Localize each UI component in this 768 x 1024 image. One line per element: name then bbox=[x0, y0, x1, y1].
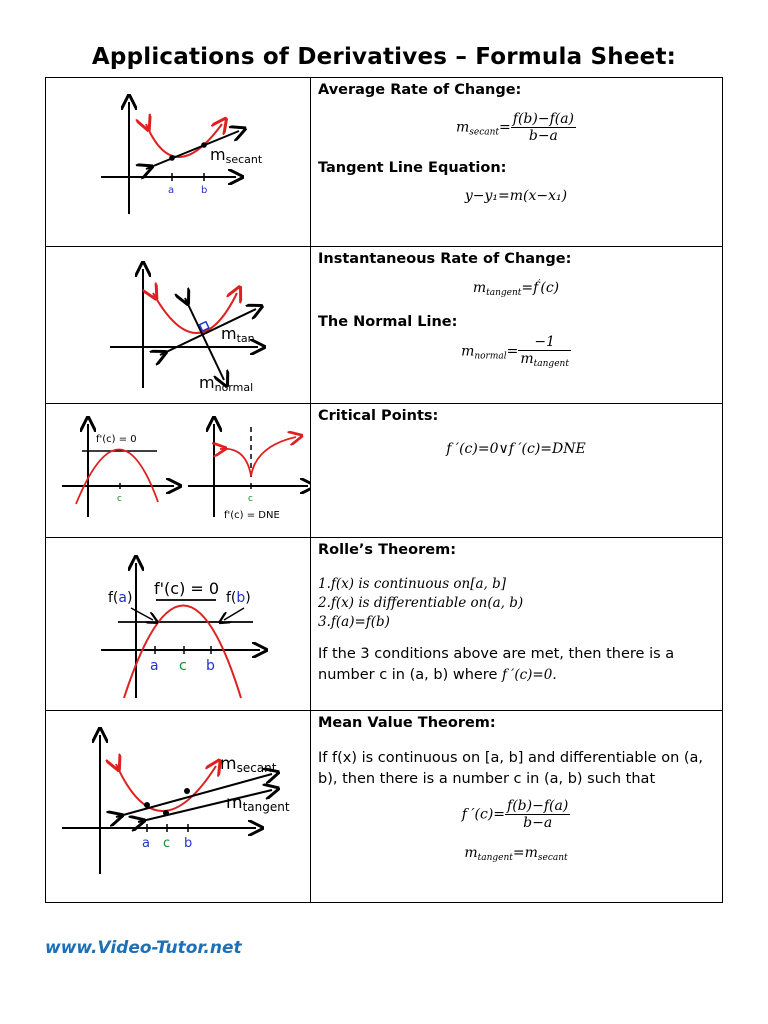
point-a bbox=[169, 155, 175, 161]
point-b bbox=[184, 788, 190, 794]
tick-c-label: c bbox=[179, 658, 187, 674]
tick-b-label: b bbox=[206, 658, 215, 674]
fb-pointer bbox=[224, 608, 244, 620]
figure-rolle-cell bbox=[46, 538, 311, 711]
tick-b-label: b bbox=[201, 185, 208, 196]
curve bbox=[124, 606, 241, 699]
label-fc-zero: f'(c) = 0 bbox=[154, 579, 220, 598]
row-instantaneous-rate bbox=[46, 247, 723, 404]
row-mean-value-theorem bbox=[46, 711, 723, 903]
row-critical-points bbox=[46, 404, 723, 538]
figure-normal-cell bbox=[46, 247, 311, 404]
heading-tangent-line: Tangent Line Equation: bbox=[318, 160, 507, 176]
figure-critical-cell bbox=[46, 404, 311, 538]
tangent-slope-formula: $m_{tangent}=f'(c)$ bbox=[472, 279, 560, 298]
m-normal-label: mnormal bbox=[199, 373, 254, 394]
mvt-slope-equality: $m_{tangent}=m_{secant}$ bbox=[464, 845, 568, 863]
heading-normal-line: The Normal Line: bbox=[318, 314, 458, 330]
point-c bbox=[163, 810, 169, 816]
figure-mvt-cell bbox=[46, 711, 311, 903]
point-a bbox=[144, 802, 150, 808]
page-title: Applications of Derivatives – Formula Sheet: bbox=[91, 44, 677, 70]
m-secant-label: msecant bbox=[220, 754, 277, 775]
normal-slope-formula: $m_{normal}=$ $\frac{-1}{m_{tangent}}$ bbox=[461, 334, 569, 369]
fa-pointer bbox=[131, 608, 153, 620]
heading-mean-value-theorem: Mean Value Theorem: bbox=[318, 715, 496, 731]
figure-secant-cell bbox=[46, 78, 311, 247]
label-fc-zero: f'(c) = 0 bbox=[96, 434, 137, 445]
heading-instantaneous-rate: Instantaneous Rate of Change: bbox=[318, 251, 572, 267]
mvt-text-cell bbox=[311, 711, 723, 903]
formula-table bbox=[45, 77, 723, 903]
rolle-condition-3: 3.f(a)=f(b) bbox=[318, 614, 390, 630]
tangent-line-formula: y−y₁=m(x−x₁) bbox=[464, 188, 568, 204]
m-tan-label: mtan bbox=[221, 324, 255, 345]
tick-a-label: a bbox=[142, 836, 150, 851]
row-rolles-theorem bbox=[46, 538, 723, 711]
m-secant-label: msecant bbox=[210, 145, 263, 166]
heading-rolles-theorem: Rolle’s Theorem: bbox=[318, 542, 456, 558]
mvt-formula: f ′(c)= $\frac{f(b)-f(a)}{b-a}$ bbox=[461, 798, 569, 831]
critical-figure bbox=[46, 404, 310, 533]
secant-slope-formula: $m_{secant}=$ $\frac{f(b)-f(a)}{b-a}$ bbox=[455, 111, 575, 144]
mvt-statement: If f(x) is continuous on [a, b] and differentiable on (a, b), then there is a number c in (a, b) such that bbox=[318, 750, 704, 787]
instantaneous-rate-text-cell bbox=[311, 247, 723, 404]
tick-a-label: a bbox=[150, 658, 159, 674]
critical-points-text-cell bbox=[311, 404, 723, 538]
rolle-condition-2: 2.f(x) is differentiable on(a, b) bbox=[318, 595, 524, 611]
tick-c-label-right: c bbox=[248, 494, 253, 504]
tick-c-label: c bbox=[163, 836, 171, 851]
label-fc-dne: f'(c) = DNE bbox=[224, 510, 280, 521]
heading-average-rate: Average Rate of Change: bbox=[318, 82, 522, 98]
normal-line bbox=[185, 298, 224, 380]
critical-points-formula: f ′(c)=0∨f ′(c)=DNE bbox=[446, 441, 586, 457]
average-rate-text-cell bbox=[311, 78, 723, 247]
rolle-figure bbox=[46, 538, 310, 706]
footer-link[interactable]: www.Video-Tutor.net bbox=[45, 938, 242, 958]
row-average-rate bbox=[46, 78, 723, 247]
label-fa: f(a) bbox=[108, 590, 133, 606]
point-b bbox=[201, 142, 207, 148]
heading-critical-points: Critical Points: bbox=[318, 408, 439, 424]
m-tangent-label: mtangent bbox=[226, 793, 290, 814]
rolles-theorem-text-cell bbox=[311, 538, 723, 711]
normal-figure bbox=[46, 247, 310, 399]
secant-figure bbox=[46, 78, 310, 242]
tick-b-label: b bbox=[184, 836, 193, 851]
curve-cusp bbox=[220, 437, 296, 476]
label-fb: f(b) bbox=[226, 590, 251, 606]
tick-c-label-left: c bbox=[117, 494, 122, 504]
mvt-figure bbox=[46, 711, 310, 898]
tick-a-label: a bbox=[168, 185, 175, 196]
rolle-condition-1: 1.f(x) is continuous on[a, b] bbox=[318, 576, 507, 592]
rolle-conclusion: If the 3 conditions above are met, then there is a number c in (a, b) where f ′(c)=0. bbox=[318, 646, 675, 683]
